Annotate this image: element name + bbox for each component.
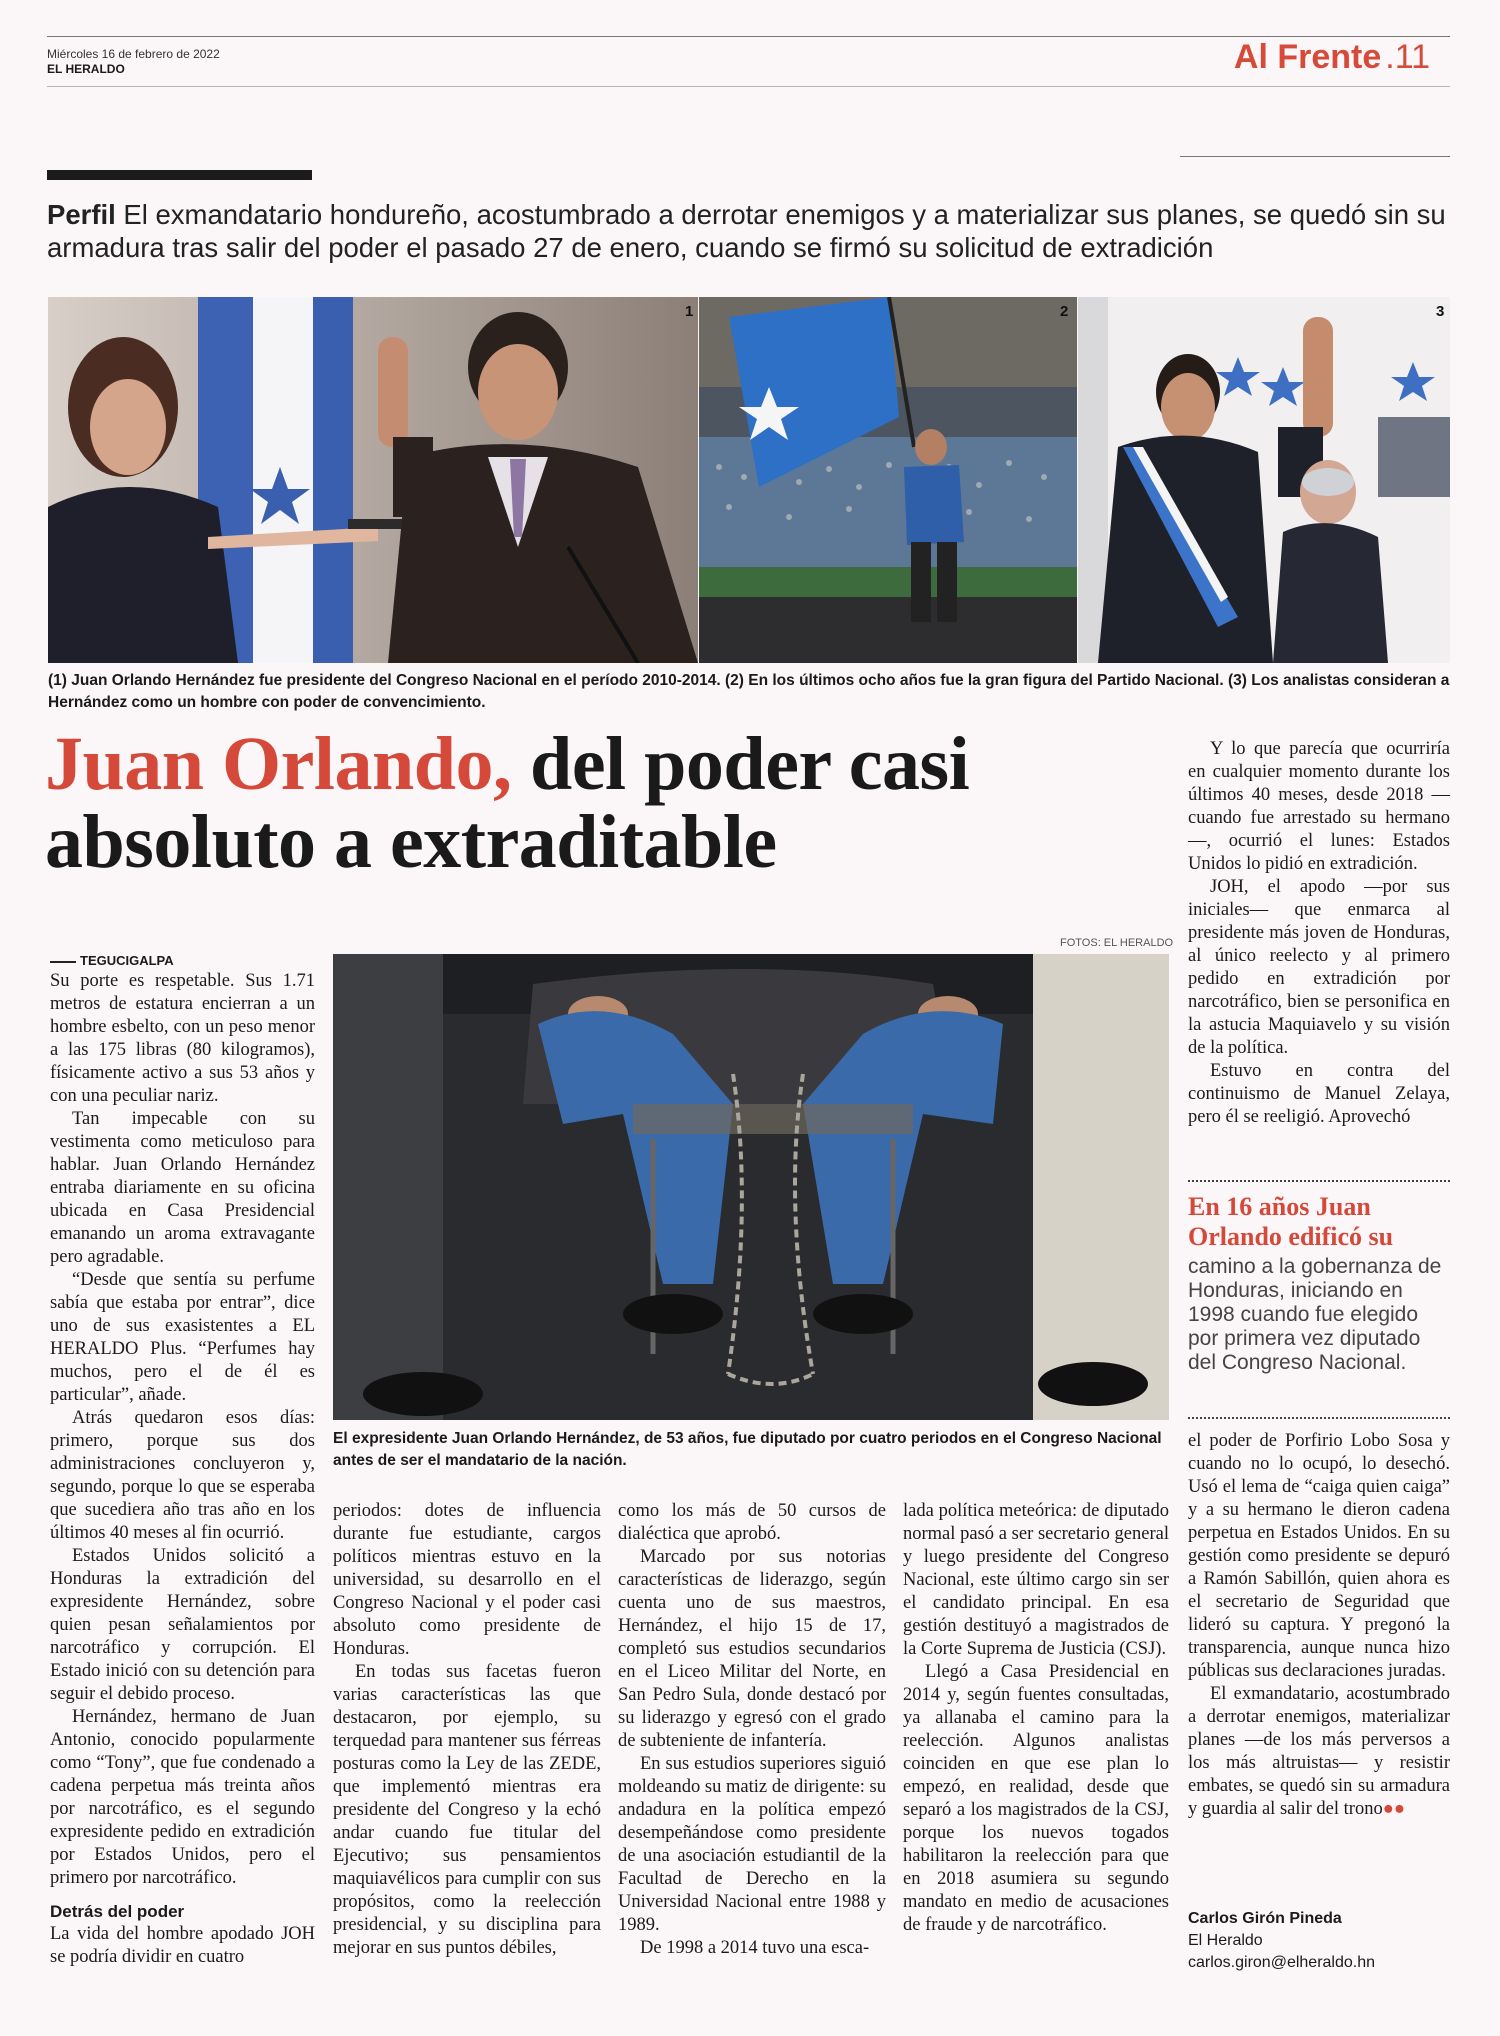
article-paragraph: Su porte es respetable. Sus 1.71 metros de estatura encierran a un hombre esbelto, con un peso menor a las 175 libras (80 kilogramos), físicamente activo a sus 53 años y con una peculiar nariz. <box>50 971 315 1106</box>
article-paragraph: Tan impecable con su vestimenta como meticuloso para hablar. Juan Orlando Hernández entraba diariamente en su oficina ubicada en Casa Presidencial emanando un aroma extravagante pero agradable. <box>50 1109 315 1267</box>
pullquote-body: camino a la gobernanza de Honduras, iniciando en 1998 cuando fue elegido por primera vez diputado del Congreso Nacional. <box>1188 1255 1442 1374</box>
article-paragraph: Y lo que parecía que ocurriría en cualquier momento durante los últimos 40 meses, desde 2018 —cuando fue arrestado su hermano—, ocurrió el lunes: Estados Unidos lo pidió en extradición. <box>1188 739 1450 874</box>
section-title <box>1234 38 1430 77</box>
article-column-2 <box>333 1500 601 1960</box>
author-org: El Heraldo <box>1188 1932 1263 1949</box>
photo-rally <box>699 297 1077 663</box>
article-paragraph: como los más de 50 cursos de dialéctica que aprobó. <box>618 1501 886 1544</box>
article-column-3 <box>618 1500 886 1960</box>
byline <box>1188 1908 1450 1974</box>
article-paragraph: periodos: dotes de influencia durante fue estudiante, cargos políticos mientras estuvo en la universidad, su desarrollo en el Congreso Nacional y el poder casi absoluto como presidente de Honduras. <box>333 1501 601 1659</box>
article-paragraph: Estuvo en contra del continuismo de Manuel Zelaya, pero él se reeligió. Aprovechó <box>1188 1061 1450 1127</box>
closing-text: El exmandatario, acostumbrado a derrotar enemigos, materializar planes —de los más perversos a los más altruistas— y resistir embates, se quedó sin su armadura y guardia al salir del trono <box>1188 1684 1450 1819</box>
photo-inauguration <box>1078 297 1450 663</box>
photo-credit: FOTOS: EL HERALDO <box>1060 937 1174 949</box>
article-paragraph: JOH, el apodo —por sus iniciales— que enmarca al presidente más joven de Honduras, al único reelecto y al primero pedido en extradición por narcotráfico, bien se personifica en la astucia Maquiavelo y su visión de la política. <box>1188 877 1450 1058</box>
headline-rest: del poder casi absoluto a extraditable <box>45 722 970 884</box>
photo-oath-illustration <box>48 297 698 663</box>
photo-main-illustration <box>333 954 1169 1420</box>
photo-number-2: 2 <box>1060 303 1069 320</box>
article-paragraph: En sus estudios superiores siguió moldeando su matiz de dirigente: su andadura en la política empezó desempeñándose como presidente de una asociación estudiantil de la Facultad de Derecho en la Universidad Nacional entre 1988 y 1989. <box>618 1754 886 1935</box>
deck-label: Perfil <box>47 199 116 230</box>
photo-rally-illustration <box>699 297 1077 663</box>
article-paragraph: lada política meteórica: de diputado normal pasó a ser secretario general y luego presidente del Congreso Nacional, este último cargo sin ser el candidato principal. En esa gestión destituyó a magistrados de la Corte Suprema de Justicia (CSJ). <box>903 1501 1169 1659</box>
article-paragraph: Atrás quedaron esos días: primero, porque sus dos administraciones concluyeron y, segundo, porque lo que se esperaba que sucediera año tras año en los últimos 40 meses al fin ocurrió. <box>50 1408 315 1543</box>
photo-inauguration-illustration <box>1078 297 1450 663</box>
photo-caption-top: (1) Juan Orlando Hernández fue presidente del Congreso Nacional en el período 2010-2014. (2) En los últimos ocho años fue la gran figura del Partido Nacional. (3) Los analistas consideran a Hernández como un hombre con poder de convencimiento. <box>48 672 1450 711</box>
deck <box>47 198 1447 264</box>
pullquote-head: En 16 años Juan Orlando edificó su <box>1188 1192 1394 1251</box>
dateline: TEGUCIGALPA <box>50 953 174 968</box>
article-paragraph: Marcado por sus notorias características de liderazgo, según cuenta uno de sus maestros, Hernández, el hijo 15 de 17, completó sus estudios secundarios en el Liceo Militar del Norte, en San Pedro Sula, donde destacó por su liderazgo y egresó con el grado de subteniente de infantería. <box>618 1547 886 1751</box>
article-paragraph: De 1998 a 2014 tuvo una esca- <box>640 1938 870 1958</box>
article-paragraph: En todas sus facetas fueron varias características las que destacaron, por ejemplo, su terquedad para mantener sus férreas posturas como la Ley de las ZEDE, que implementó mientras era presidente del Congreso y la echó andar cuando fue titular del Ejecutivo; sus pensamientos maquiavélicos para cumplir con sus propósitos, como la reelección presidencial, y su disciplina para mejorar en sus puntos débiles, <box>333 1662 601 1958</box>
header-top-rule <box>47 36 1450 37</box>
article-column-5-top <box>1188 738 1450 1129</box>
section-name: Al Frente <box>1233 38 1382 76</box>
deck-text: El exmandatario hondureño, acostumbrado a derrotar enemigos y a materializar sus planes, se quedó sin su armadura tras salir del poder el pasado 27 de enero, cuando se firmó su solicitud de extradición <box>47 199 1446 263</box>
article-paragraph: “Desde que sentía su perfume sabía que estaba por entrar”, dice uno de sus exasistentes a EL HERALDO Plus. “Perfumes hay muchos, pero el de él es particular”, añade. <box>50 1270 315 1405</box>
end-mark: ●● <box>1382 1799 1406 1819</box>
article-column-1 <box>50 970 315 1969</box>
article-paragraph <box>1188 1683 1450 1821</box>
photo-number-3: 3 <box>1436 303 1445 320</box>
pullquote-bottom-rule <box>1188 1417 1450 1419</box>
author-name: Carlos Girón Pineda <box>1188 1910 1342 1927</box>
article-paragraph: el poder de Porfirio Lobo Sosa y cuando no lo ocupó, lo desechó. Usó el lema de “caiga quien caiga” y a su hermano le dieron cadena perpetua en Estados Unidos. En su gestión como presidente se depuró a Ramón Sabillón, quien ahora es el secretario de Seguridad que lideró su captura. Y pregonó la transparencia, aunque nunca hizo públicas sus declaraciones juradas. <box>1188 1431 1450 1681</box>
page-number: .11 <box>1385 38 1430 76</box>
right-column-rule <box>1180 156 1450 157</box>
article-paragraph: Estados Unidos solicitó a Honduras la extradición del expresidente Hernández, sobre quien pesan señalamientos por narcotráfico y corrupción. El Estado inició con su detención para seguir el debido proceso. <box>50 1546 315 1704</box>
article-paragraph: Hernández, hermano de Juan Antonio, conocido popularmente como “Tony”, que fue condenado a cadena perpetua más treinta años por narcotráfico, es el segundo expresidente pedido en extradición por Estados Unidos, pero el primero por narcotráfico. <box>50 1707 315 1888</box>
subhead: Detrás del poder <box>50 1902 185 1921</box>
header-bottom-rule <box>47 86 1450 87</box>
pullquote-top-rule <box>1188 1180 1450 1182</box>
photo-oath <box>48 297 698 663</box>
article-column-5-bottom <box>1188 1430 1450 1821</box>
article-paragraph: Llegó a Casa Presidencial en 2014 y, según fuentes consultadas, ya allanaba el camino para la reelección. Algunos analistas coinciden en que ese plan lo empezó, en realidad, desde que separó a los magistrados de la CSJ, porque los nuevos togados habilitaron la reelección para que en 2018 asumiera su segundo mandato en medio de acusaciones de fraude y de narcotráfico. <box>903 1662 1169 1935</box>
issue-date: Miércoles 16 de febrero de 2022 <box>47 47 220 61</box>
article-column-4 <box>903 1500 1169 1937</box>
photo-caption-main: El expresidente Juan Orlando Hernández, de 53 años, fue diputado por cuatro periodos en el Congreso Nacional antes de ser el mandatario de la nación. <box>333 1430 1162 1469</box>
section-bar <box>47 170 312 180</box>
author-email[interactable]: carlos.giron@elheraldo.hn <box>1188 1954 1376 1971</box>
paper-name: EL HERALDO <box>47 62 125 76</box>
photo-number-1: 1 <box>685 303 694 320</box>
article-paragraph: La vida del hombre apodado JOH se podría dividir en cuatro <box>50 1924 315 1967</box>
headline <box>45 722 1175 884</box>
photo-main <box>333 954 1169 1420</box>
headline-red: Juan Orlando, <box>45 722 512 806</box>
